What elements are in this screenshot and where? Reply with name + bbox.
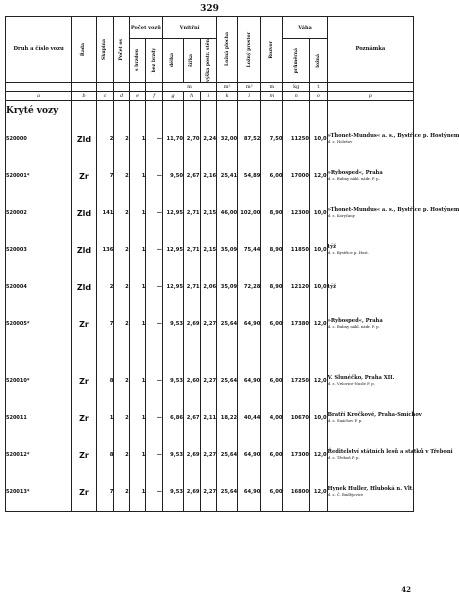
header-pocet-os: Počet os: [114, 17, 129, 83]
note-owner: »Thonet-Mundus« a. s., Bystřice p. Hostýnem: [327, 132, 459, 139]
note-owner: »Thonet-Mundus« a. s., Bystřice p. Hostýnem: [327, 206, 459, 213]
cell-volume: 54,89: [238, 158, 261, 195]
cell-width: 2,67: [183, 158, 200, 195]
cell-group: 1: [96, 400, 114, 437]
note-owner: »Rybosped«, Praha: [327, 169, 383, 176]
cell-floor-area: 25,64: [217, 474, 238, 512]
cell-volume: 64,90: [238, 306, 261, 343]
cell-length: 12,95: [162, 195, 183, 232]
cell-length: 12,95: [162, 269, 183, 306]
note-station: d. s. Č. Budějovice: [327, 492, 364, 498]
column-letters-row: a b c d e f g h i k l m n o p: [6, 91, 414, 100]
cell-length: 9,53: [162, 474, 183, 512]
spacer-row: [6, 343, 414, 363]
cell-wheelbase: 6,00: [261, 474, 283, 512]
cell-length: 9,53: [162, 306, 183, 343]
cell-group: 7: [96, 306, 114, 343]
cell-group: 8: [96, 363, 114, 400]
note-station: d. s. Bubny nákl. nádr. P. p.: [327, 324, 380, 330]
section-title: Kryté vozy: [6, 100, 72, 121]
table-row: [6, 269, 414, 306]
cell-width: 2,69: [183, 474, 200, 512]
table-row: [6, 306, 414, 343]
cell-without-brake: —: [146, 158, 163, 195]
note-station: d. s. Vršovice-Nusle P. p.: [327, 381, 375, 387]
cell-series: Zr: [72, 400, 96, 437]
cell-width: 2,69: [183, 306, 200, 343]
header-skupina: Skupina: [96, 17, 114, 83]
cell-load-weight: 10,0: [309, 232, 327, 269]
table-row: [6, 474, 414, 512]
cell-width: 2,69: [183, 437, 200, 474]
cell-volume: 64,90: [238, 437, 261, 474]
cell-series: Zr: [72, 363, 96, 400]
cell-volume: 72,28: [238, 269, 261, 306]
cell-group: 7: [96, 158, 114, 195]
cell-axle-count: 2: [114, 195, 129, 232]
cell-with-brake: 1: [129, 158, 146, 195]
note-station: d. s. Bystřice p. Host.: [327, 250, 370, 256]
cell-floor-area: 46,00: [217, 195, 238, 232]
note-station: d. s. Smíchov P. p.: [327, 418, 363, 424]
cell-series: Zld: [72, 195, 96, 232]
cell-without-brake: —: [146, 474, 163, 512]
cell-without-brake: —: [146, 400, 163, 437]
cell-note: [327, 400, 422, 437]
note-owner: Ředitelství státních lesů a statků v Třeboni: [327, 448, 453, 455]
cell-width: 2,71: [183, 269, 200, 306]
cell-vehicle-number: 520001*: [6, 158, 72, 195]
cell-width: 2,60: [183, 363, 200, 400]
cell-group: 8: [96, 437, 114, 474]
cell-height: 2,11: [200, 400, 217, 437]
cell-vehicle-number: 520010*: [6, 363, 72, 400]
table-row: [6, 158, 414, 195]
cell-floor-area: 25,64: [217, 437, 238, 474]
cell-length: 9,53: [162, 437, 183, 474]
cell-vehicle-number: 520003: [6, 232, 72, 269]
cell-average-weight: 12120: [283, 269, 310, 306]
table-row: [6, 437, 414, 474]
cell-series: Zr: [72, 474, 96, 512]
cell-axle-count: 2: [114, 474, 129, 512]
cell-floor-area: 35,09: [217, 269, 238, 306]
cell-length: 12,95: [162, 232, 183, 269]
cell-with-brake: 1: [129, 437, 146, 474]
cell-width: 2,70: [183, 121, 200, 158]
cell-without-brake: —: [146, 437, 163, 474]
cell-average-weight: 17380: [283, 306, 310, 343]
cell-series: Zr: [72, 158, 96, 195]
note-owner: Bratří Kročkové, Praha-Smíchov: [327, 411, 422, 418]
cell-average-weight: 17300: [283, 437, 310, 474]
header-poznamka: Poznámka: [327, 17, 413, 83]
cell-average-weight: 12300: [283, 195, 310, 232]
note-owner: V. Slunéčko, Praha XII.: [327, 374, 395, 381]
cell-with-brake: 1: [129, 363, 146, 400]
cell-axle-count: 2: [114, 306, 129, 343]
cell-note: [327, 437, 453, 474]
cell-floor-area: 32,00: [217, 121, 238, 158]
cell-note: [327, 474, 413, 512]
header-vnitrni: Vnitřní: [162, 17, 216, 39]
table-header: [6, 17, 414, 101]
cell-floor-area: 25,64: [217, 363, 238, 400]
cell-series: Zld: [72, 121, 96, 158]
cell-load-weight: 10,0: [309, 400, 327, 437]
cell-vehicle-number: 520013*: [6, 474, 72, 512]
table-row: [6, 121, 414, 158]
cell-height: 2,27: [200, 306, 217, 343]
header-vyska: výška postr. stěn: [200, 39, 217, 83]
cell-group: 136: [96, 232, 114, 269]
cell-height: 2,15: [200, 232, 217, 269]
cell-average-weight: 17000: [283, 158, 310, 195]
cell-axle-count: 2: [114, 269, 129, 306]
note-station: d. s. Koryčany: [327, 213, 355, 219]
cell-axle-count: 2: [114, 363, 129, 400]
cell-group: 7: [96, 474, 114, 512]
cell-volume: 64,90: [238, 363, 261, 400]
cell-volume: 64,90: [238, 474, 261, 512]
cell-width: 2,71: [183, 232, 200, 269]
cell-series: Zld: [72, 269, 96, 306]
cell-without-brake: —: [146, 363, 163, 400]
header-delka: délka: [162, 39, 183, 83]
note-owner: týž: [327, 283, 337, 290]
cell-axle-count: 2: [114, 437, 129, 474]
cell-load-weight: 10,0: [309, 121, 327, 158]
cell-volume: 102,00: [238, 195, 261, 232]
cell-floor-area: 18,22: [217, 400, 238, 437]
note-station: d. s. Třeboň P. p.: [327, 455, 360, 461]
cell-note: [327, 269, 413, 306]
cell-group: 2: [96, 269, 114, 306]
cell-without-brake: —: [146, 232, 163, 269]
cell-load-weight: 10,0: [309, 195, 327, 232]
cell-length: 6,86: [162, 400, 183, 437]
cell-height: 2,24: [200, 121, 217, 158]
cell-average-weight: 11250: [283, 121, 310, 158]
cell-axle-count: 2: [114, 232, 129, 269]
cell-with-brake: 1: [129, 269, 146, 306]
cell-height: 2,27: [200, 474, 217, 512]
header-bez-brzdy: bez brzdy: [146, 39, 163, 83]
cell-load-weight: 12,0: [309, 474, 327, 512]
cell-height: 2,27: [200, 437, 217, 474]
cell-load-weight: 12,0: [309, 306, 327, 343]
cell-vehicle-number: 520002: [6, 195, 72, 232]
cell-wheelbase: 6,00: [261, 306, 283, 343]
cell-height: 2,27: [200, 363, 217, 400]
cell-volume: 75,44: [238, 232, 261, 269]
cell-wheelbase: 6,00: [261, 158, 283, 195]
cell-wheelbase: 8,90: [261, 232, 283, 269]
cell-note: [327, 232, 413, 269]
cell-average-weight: 17250: [283, 363, 310, 400]
cell-without-brake: —: [146, 306, 163, 343]
header-lozny-prostor: Ložný prostor: [238, 17, 261, 83]
cell-height: 2,15: [200, 195, 217, 232]
cell-wheelbase: 8,90: [261, 269, 283, 306]
header-druh: Druh a číslo vozu: [6, 17, 72, 83]
wagon-register-table: [5, 16, 459, 512]
cell-series: Zr: [72, 437, 96, 474]
cell-note: [327, 363, 413, 400]
cell-load-weight: 10,0: [309, 269, 327, 306]
cell-series: Zr: [72, 306, 96, 343]
cell-average-weight: 11850: [283, 232, 310, 269]
cell-width: 2,71: [183, 195, 200, 232]
cell-with-brake: 1: [129, 306, 146, 343]
cell-length: 9,53: [162, 363, 183, 400]
cell-average-weight: 16800: [283, 474, 310, 512]
cell-length: 9,50: [162, 158, 183, 195]
cell-floor-area: 25,41: [217, 158, 238, 195]
cell-axle-count: 2: [114, 121, 129, 158]
cell-vehicle-number: 520005*: [6, 306, 72, 343]
header-sirka: šířka: [183, 39, 200, 83]
cell-wheelbase: 6,00: [261, 363, 283, 400]
note-owner: »Rybosped«, Praha: [327, 317, 383, 324]
cell-with-brake: 1: [129, 474, 146, 512]
cell-vehicle-number: 520012*: [6, 437, 72, 474]
table-row: [6, 363, 414, 400]
header-prumerna: průměrná: [283, 39, 310, 83]
cell-width: 2,67: [183, 400, 200, 437]
cell-without-brake: —: [146, 195, 163, 232]
cell-group: 141: [96, 195, 114, 232]
cell-without-brake: —: [146, 121, 163, 158]
header-s-brzdou: s brzdou: [129, 39, 146, 83]
cell-average-weight: 10670: [283, 400, 310, 437]
cell-floor-area: 25,64: [217, 306, 238, 343]
cell-wheelbase: 6,00: [261, 437, 283, 474]
cell-floor-area: 35,09: [217, 232, 238, 269]
cell-wheelbase: 7,50: [261, 121, 283, 158]
cell-load-weight: 12,0: [309, 363, 327, 400]
cell-vehicle-number: 520011: [6, 400, 72, 437]
table-body: [6, 100, 459, 511]
note-owner: Hynek Huller, Hluboká n. Vlt.: [327, 485, 415, 492]
note-station: d. s. Bubny nákl. nádr. P. p.: [327, 176, 380, 182]
table-row: [6, 400, 414, 437]
cell-vehicle-number: 520000: [6, 121, 72, 158]
header-rada: Řada: [72, 17, 96, 83]
cell-series: Zld: [72, 232, 96, 269]
cell-with-brake: 1: [129, 400, 146, 437]
header-lozna-plocha: Ložná plocha: [217, 17, 238, 83]
cell-note: [327, 306, 413, 343]
cell-load-weight: 12,0: [309, 437, 327, 474]
cell-wheelbase: 4,00: [261, 400, 283, 437]
cell-load-weight: 12,0: [309, 158, 327, 195]
footer-number: 42: [401, 585, 411, 594]
units-row: m m² m³ m kg t: [6, 82, 414, 91]
note-station: d. s. Holešov: [327, 139, 353, 145]
cell-volume: 87,52: [238, 121, 261, 158]
table-row: [6, 195, 414, 232]
header-rozvor: Rozvor: [261, 17, 283, 83]
header-pocet-vozu: Počet vozů: [129, 17, 162, 39]
cell-vehicle-number: 520004: [6, 269, 72, 306]
cell-axle-count: 2: [114, 158, 129, 195]
note-owner: týž: [327, 243, 337, 250]
cell-without-brake: —: [146, 269, 163, 306]
cell-height: 2,16: [200, 158, 217, 195]
cell-group: 2: [96, 121, 114, 158]
cell-with-brake: 1: [129, 121, 146, 158]
cell-length: 11,70: [162, 121, 183, 158]
cell-note: [327, 158, 413, 195]
cell-height: 2,06: [200, 269, 217, 306]
cell-wheelbase: 8,90: [261, 195, 283, 232]
header-vaha: Váha: [283, 17, 327, 39]
cell-axle-count: 2: [114, 400, 129, 437]
cell-volume: 40,44: [238, 400, 261, 437]
table-row: [6, 232, 414, 269]
cell-with-brake: 1: [129, 232, 146, 269]
page-number: 329: [200, 4, 219, 14]
cell-note: [327, 195, 459, 232]
cell-note: [327, 121, 459, 158]
cell-with-brake: 1: [129, 195, 146, 232]
header-lozna: ložná: [309, 39, 327, 83]
